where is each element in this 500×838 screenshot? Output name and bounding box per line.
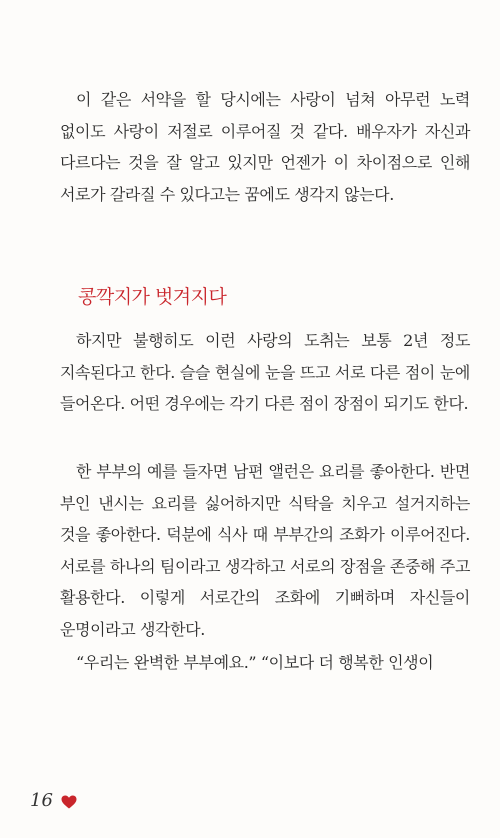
paragraph-couple-example: 한 부부의 예를 들자면 남편 앨런은 요리를 좋아한다. 반면 부인 낸시는 요리를 싫어하지만 식탁을 치우고 설거지하는 것을 좋아한다. 덕분에 식사 때 부부간의 조화가 이루어진다. 서로를 하나의 팀이라고 생각하고 서로의 장점을 존중해 주고 활용한다. 이렇게 서로간의 조화에 기뻐하며 자신들이 운명이라고 생각한다. <box>60 462 470 639</box>
paragraph-vows: 이 같은 서약을 할 당시에는 사랑이 넘쳐 아무런 노력 없이도 사랑이 저절로 이루어질 것 같다. 배우자가 자신과 다르다는 것을 잘 알고 있지만 언젠가 이 차이점으로 인해 서로가 갈라질 수 있다고는 꿈에도 생각지 않는다. <box>60 90 470 204</box>
page-number: 16 <box>30 790 53 811</box>
paragraph-infatuation: 하지만 불행히도 이런 사랑의 도취는 보통 2년 정도 지속된다고 한다. 슬슬 현실에 눈을 뜨고 서로 다른 점이 눈에 들어온다. 어떤 경우에는 각기 다른 점이 장점이 되기도 한다. <box>60 331 470 413</box>
heart-icon <box>61 794 77 808</box>
paragraph-quote: “우리는 완벽한 부부예요.” “이보다 더 행복한 인생이 <box>76 653 434 672</box>
section-heading: 콩깍지가 벗겨지다 <box>78 286 227 308</box>
heart-shape <box>61 795 76 808</box>
page-footer <box>30 790 77 811</box>
